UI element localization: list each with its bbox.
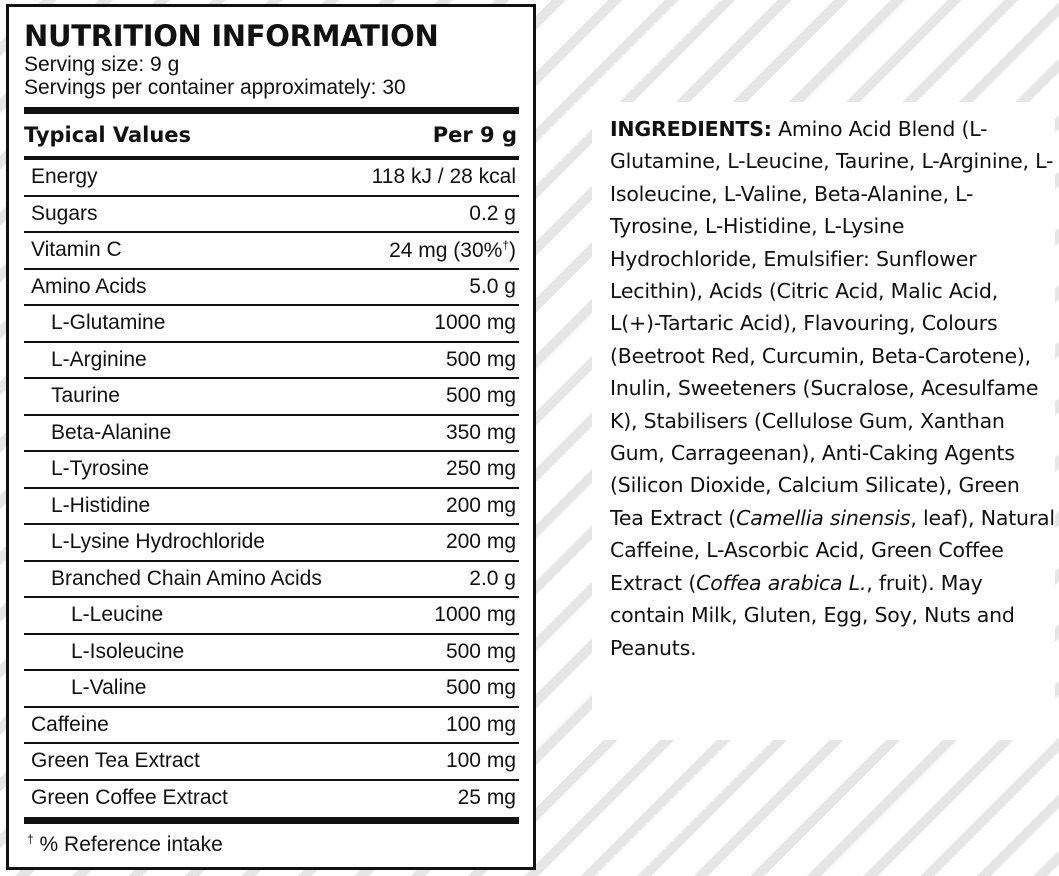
nutrient-value-text: 24 mg (30%: [389, 238, 503, 262]
ingredients-part-3: , fruit). May contain Milk, Gluten, Egg, Soy, Nuts and Peanuts.: [610, 570, 1015, 660]
table-row: [24, 489, 519, 526]
table-row: [24, 525, 519, 562]
nutrient-value: [446, 421, 516, 445]
table-row: [24, 416, 519, 453]
table-row: [24, 379, 519, 416]
nutrient-value-text: 2.0 g: [469, 566, 516, 590]
nutrient-value: [434, 311, 516, 335]
footnote-dagger: †: [27, 832, 34, 846]
ingredients-italic-2: Coffea arabica L.: [696, 570, 867, 595]
nutrient-value: [434, 603, 516, 627]
table-row: [24, 452, 519, 489]
nutrient-value-text: 100 mg: [445, 749, 516, 773]
table-row: [24, 781, 519, 816]
thick-divider: [24, 107, 519, 114]
nutrient-value: [446, 713, 516, 737]
nutrient-value-text: 350 mg: [445, 420, 516, 444]
header-typical-values: Typical Values: [24, 123, 192, 147]
ingredients-part-2: , leaf), Natural Caffeine, L-Ascorbic Acid, Green Coffee Extract (: [610, 505, 1055, 595]
nutrient-name: Energy: [31, 165, 98, 189]
nutrient-name: L-Glutamine: [51, 311, 166, 335]
nutrient-value: [446, 384, 516, 408]
dagger-mark: †: [502, 237, 509, 252]
nutrient-value-text: 25 mg: [457, 785, 516, 809]
ingredients-panel: [592, 102, 1055, 740]
ingredients-label: INGREDIENTS:: [610, 117, 772, 141]
nutrient-value-text: 118 kJ / 28 kcal: [371, 165, 516, 189]
table-row: [24, 708, 519, 745]
nutrient-name: Taurine: [51, 384, 120, 408]
table-row: [24, 233, 519, 270]
nutrient-value: [446, 530, 516, 554]
table-row: [24, 270, 519, 307]
nutrient-value: [372, 165, 516, 189]
table-row: [24, 343, 519, 380]
footnote: [24, 824, 519, 857]
nutrient-value: [446, 348, 516, 372]
nutrition-panel: [6, 4, 536, 870]
nutrient-name: L-Valine: [71, 676, 147, 700]
nutrient-name: Sugars: [31, 201, 98, 225]
nutrient-value-text: 100 mg: [445, 712, 516, 736]
nutrient-value: [458, 786, 516, 810]
nutrient-value: [446, 457, 516, 481]
table-row: [24, 197, 519, 234]
nutrient-value: [469, 567, 516, 591]
ingredients-italic-1: Camellia sinensis: [736, 505, 911, 530]
nutrient-name: L-Arginine: [51, 347, 147, 371]
nutrient-name: Beta-Alanine: [51, 420, 172, 444]
nutrient-name: L-Histidine: [51, 493, 151, 517]
nutrient-name: Green Coffee Extract: [31, 785, 228, 809]
nutrient-value: [446, 749, 516, 773]
footnote-text: % Reference intake: [33, 833, 223, 856]
nutrient-name: L-Lysine Hydrochloride: [51, 530, 265, 554]
table-row: [24, 160, 519, 197]
nutrient-value: [446, 676, 516, 700]
nutrition-title: NUTRITION INFORMATION: [24, 19, 439, 53]
serving-size: Serving size: 9 g: [24, 53, 180, 76]
nutrient-value-text: 1000 mg: [434, 311, 516, 335]
nutrient-value-text: 200 mg: [445, 493, 516, 517]
nutrient-value-text: 1000 mg: [434, 603, 516, 627]
table-row: [24, 306, 519, 343]
nutrient-name: Green Tea Extract: [31, 749, 200, 773]
table-row: [24, 744, 519, 781]
nutrient-name: L-Leucine: [71, 603, 164, 627]
nutrient-value-text: 500 mg: [445, 639, 516, 663]
nutrient-value-text: 500 mg: [445, 347, 516, 371]
nutrient-value: [469, 202, 516, 226]
ingredients-part-1: Amino Acid Blend (L-Glutamine, L-Leucine, Taurine, L-Arginine, L-Isoleucine, L-Valine, Beta-Alanine, L-Tyrosine, L-Histidine, L-Lysine Hydrochloride, Emulsifier: Sunflower Lecithin), Acids (Citric Acid, Malic Acid, L(+)-Tartaric Acid), Flavouring, Colours (Beetroot Red, Curcumin, Beta-Carotene), Inulin, Sweeteners (Sucralose, Acesulfame K), Stabilisers (Cellulose Gum, Xanthan Gum, Carrageenan), Anti-Caking Agents (Silicon Dioxide, Calcium Silicate), Green Tea Extract (: [610, 117, 1054, 530]
header-per-serving: Per 9 g: [432, 123, 517, 147]
nutrient-value-tail: ): [509, 238, 516, 262]
nutrient-value-text: 500 mg: [445, 384, 516, 408]
nutrient-name: Amino Acids: [31, 274, 147, 298]
nutrient-value: [446, 640, 516, 664]
nutrient-name: Vitamin C: [31, 238, 122, 262]
servings-per-container: Servings per container approximately: 30: [24, 76, 406, 99]
table-row: [24, 671, 519, 708]
nutrient-value-text: 0.2 g: [469, 201, 516, 225]
nutrient-value: [389, 238, 516, 263]
nutrient-value-text: 250 mg: [445, 457, 516, 481]
nutrient-value-text: 5.0 g: [469, 274, 516, 298]
nutrition-rows: [24, 160, 519, 815]
nutrient-value: [446, 494, 516, 518]
nutrient-name: Branched Chain Amino Acids: [51, 566, 322, 590]
nutrient-name: Caffeine: [31, 712, 109, 736]
ingredients-text: [610, 113, 1055, 664]
nutrient-value-text: 500 mg: [445, 676, 516, 700]
nutrient-name: L-Isoleucine: [71, 639, 185, 663]
table-header: [24, 114, 519, 156]
nutrient-name: L-Tyrosine: [51, 457, 150, 481]
bottom-divider: [24, 817, 519, 824]
nutrient-value-text: 200 mg: [445, 530, 516, 554]
table-row: [24, 562, 519, 599]
table-row: [24, 598, 519, 635]
nutrient-value: [469, 275, 516, 299]
table-row: [24, 635, 519, 672]
